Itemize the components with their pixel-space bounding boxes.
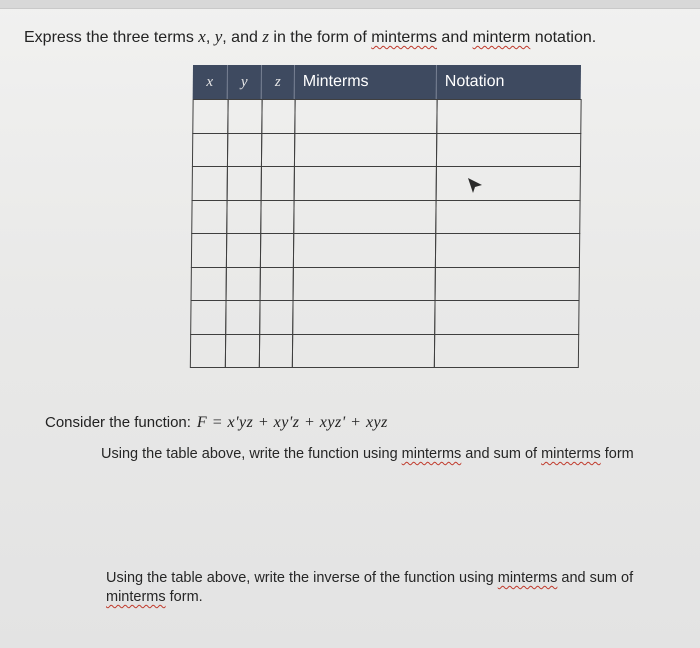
header-x (193, 65, 228, 99)
table-cell[interactable] (261, 133, 295, 168)
table-cell[interactable] (192, 99, 228, 134)
q2-text: Using the table above, write the inverse of the function using (106, 570, 498, 586)
table-cell[interactable] (261, 166, 295, 201)
q1-text: form (600, 446, 634, 462)
table-cell[interactable] (294, 166, 437, 201)
question-2 (106, 569, 676, 607)
table-cell[interactable] (225, 334, 260, 369)
q1-text: Using the table above, write the function using (101, 446, 402, 462)
prompt-text: in the form of (268, 29, 372, 46)
table-cell[interactable] (436, 166, 581, 201)
question-1 (101, 446, 634, 462)
prompt-text: Express the three terms (24, 29, 199, 46)
table-cell[interactable] (261, 99, 295, 134)
table-cell[interactable] (191, 200, 227, 235)
spellcheck-word: minterm (472, 29, 531, 46)
table-cell[interactable] (436, 99, 581, 134)
header-y (228, 65, 262, 99)
table-cell[interactable] (192, 133, 228, 168)
function-expression: F = x'yz + xy'z + xyz' + xyz (196, 414, 388, 431)
table-cell[interactable] (260, 267, 294, 302)
table-cell[interactable] (259, 300, 293, 335)
table-cell[interactable] (435, 267, 580, 302)
table-cell[interactable] (434, 300, 579, 335)
table-cell[interactable] (260, 233, 294, 268)
header-z-label: z (274, 73, 281, 90)
header-z (262, 65, 295, 99)
function-statement (45, 414, 388, 432)
table-cell[interactable] (191, 233, 227, 268)
header-notation (437, 65, 581, 99)
table-cell[interactable] (190, 300, 226, 335)
header-y-label: y (240, 73, 248, 90)
table-cell[interactable] (226, 267, 261, 302)
table-cell[interactable] (227, 166, 262, 201)
header-notation-label: Notation (444, 73, 505, 90)
mouse-cursor-icon (466, 176, 484, 194)
prompt-text: notation. (530, 29, 597, 46)
prompt-text: , and (222, 29, 263, 46)
table-cell[interactable] (435, 233, 580, 268)
spellcheck-word: minterms (401, 446, 462, 462)
table-cell[interactable] (436, 133, 581, 168)
table-cell[interactable] (435, 200, 580, 235)
function-label: Consider the function: (45, 414, 191, 431)
table-cell[interactable] (294, 133, 437, 168)
table-cell[interactable] (191, 267, 227, 302)
spellcheck-word: minterms (106, 589, 166, 605)
table-cell[interactable] (434, 334, 579, 369)
truth-table (190, 65, 581, 367)
top-band (0, 0, 700, 8)
table-cell[interactable] (294, 99, 437, 134)
table-cell[interactable] (292, 334, 435, 369)
table-cell[interactable] (259, 334, 293, 369)
header-minterms (295, 65, 437, 99)
var-z: z (262, 27, 269, 46)
spellcheck-word: minterms (541, 446, 601, 462)
header-x-label: x (206, 73, 214, 90)
table-cell[interactable] (225, 300, 260, 335)
table-cell[interactable] (226, 200, 261, 235)
prompt-text: and (436, 29, 473, 46)
spellcheck-word: minterms (497, 570, 558, 586)
top-divider (0, 8, 700, 9)
var-x: x (198, 27, 206, 46)
table-cell[interactable] (227, 99, 262, 134)
table-cell[interactable] (192, 166, 228, 201)
table-cell[interactable] (293, 233, 436, 268)
table-cell[interactable] (292, 300, 435, 335)
table-cell[interactable] (260, 200, 294, 235)
prompt-text: , (205, 29, 215, 46)
header-minterms-label: Minterms (302, 73, 369, 90)
q2-text: form. (165, 589, 203, 605)
table-cell[interactable] (293, 200, 436, 235)
q2-text: and sum of (557, 570, 634, 586)
question-prompt (24, 27, 596, 47)
table-cell[interactable] (190, 334, 226, 369)
table-cell[interactable] (227, 133, 262, 168)
spellcheck-word: minterms (371, 29, 437, 46)
q1-text: and sum of (461, 446, 542, 462)
table-cell[interactable] (293, 267, 436, 302)
var-y: y (214, 27, 223, 46)
table-cell[interactable] (226, 233, 261, 268)
